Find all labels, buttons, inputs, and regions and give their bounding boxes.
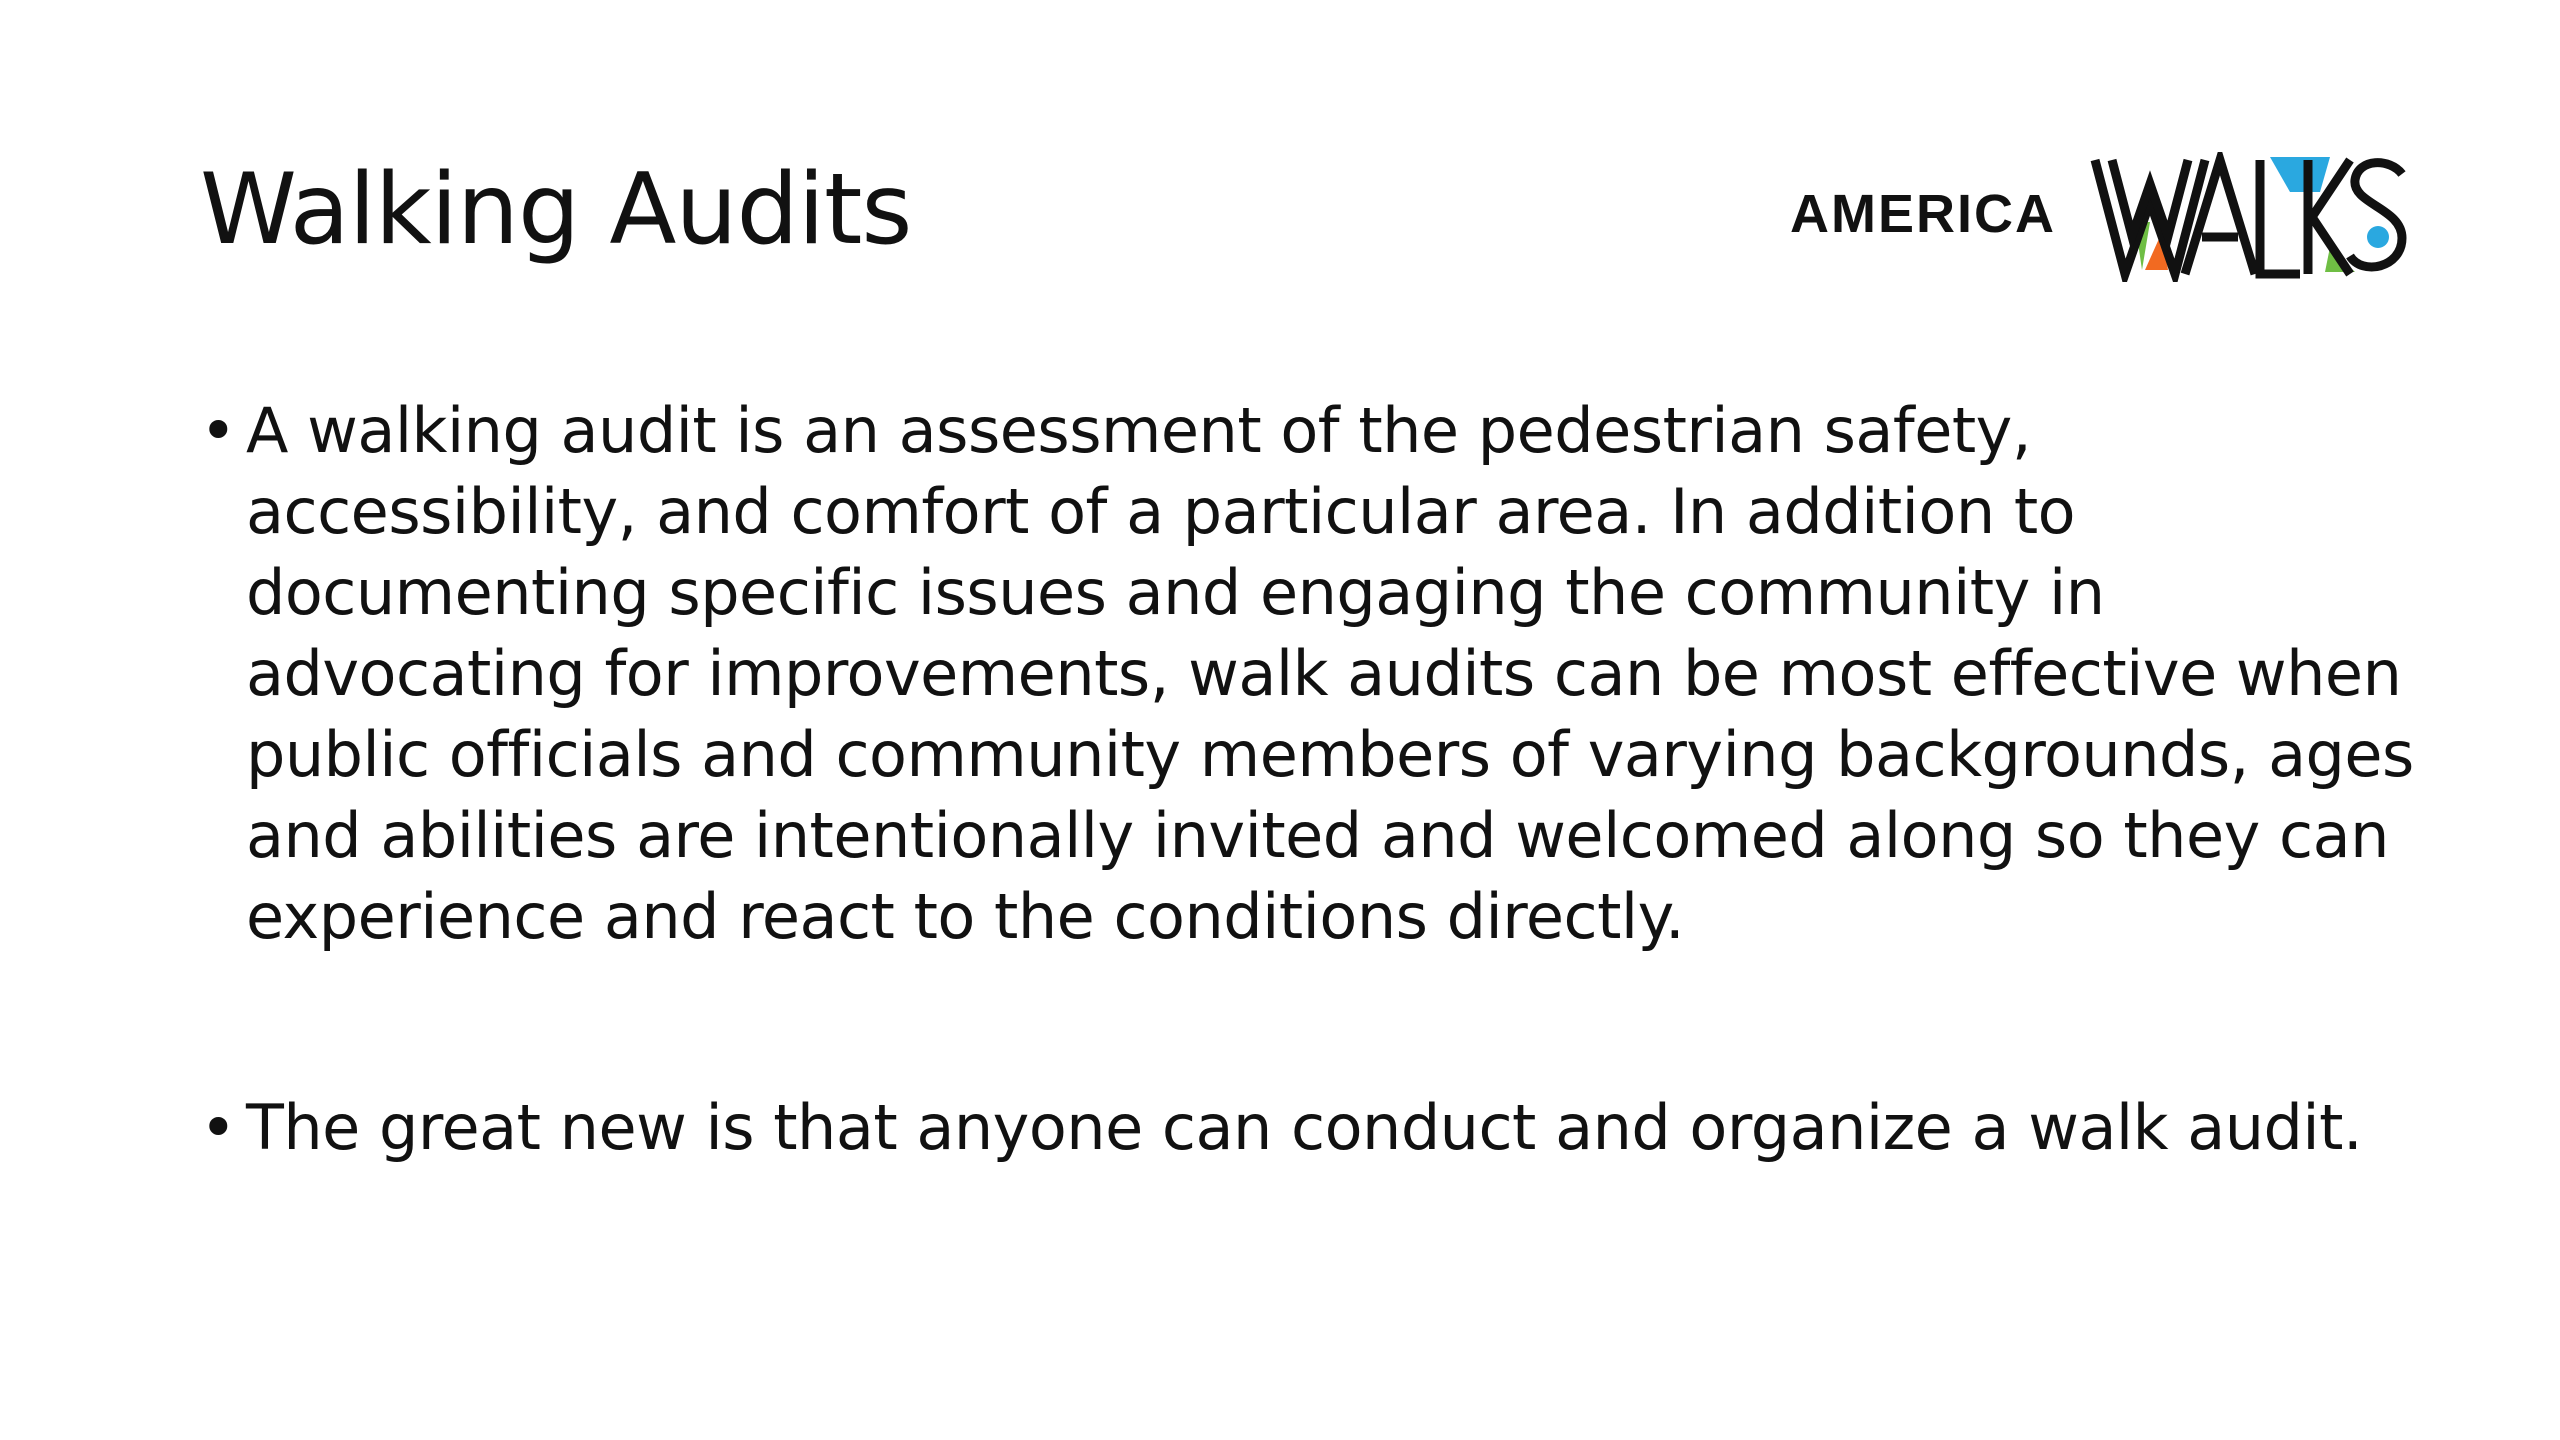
bullet-text-line: experience and react to the conditions directly. xyxy=(246,880,1685,953)
bullet-text-line: A walking audit is an assessment of the pedestrian safety, xyxy=(246,394,2032,467)
logo-america-text: AMERICA xyxy=(1790,184,2056,244)
bullet-item xyxy=(200,390,2420,957)
bullet-text-line: documenting specific issues and engaging the community in xyxy=(246,556,2105,629)
bullet-marker: • xyxy=(200,394,237,467)
america-walks-logo xyxy=(1790,152,2410,282)
bullet-text-line: The great new is that anyone can conduct and organize a walk audit. xyxy=(246,1091,2363,1164)
logo-walks-mark xyxy=(2095,157,2402,274)
bullet-list xyxy=(200,390,2420,1168)
bullet-marker: • xyxy=(200,1091,237,1164)
bullet-text-line: public officials and community members of varying backgrounds, ages xyxy=(246,718,2414,791)
bullet-text-line: accessibility, and comfort of a particular area. In addition to xyxy=(246,475,2076,548)
bullet-item xyxy=(200,1087,2420,1168)
slide-title: Walking Audits xyxy=(200,153,912,267)
bullet-text-line: and abilities are intentionally invited and welcomed along so they can xyxy=(246,799,2389,872)
bullet-text-line: advocating for improvements, walk audits can be most effective when xyxy=(246,637,2402,710)
